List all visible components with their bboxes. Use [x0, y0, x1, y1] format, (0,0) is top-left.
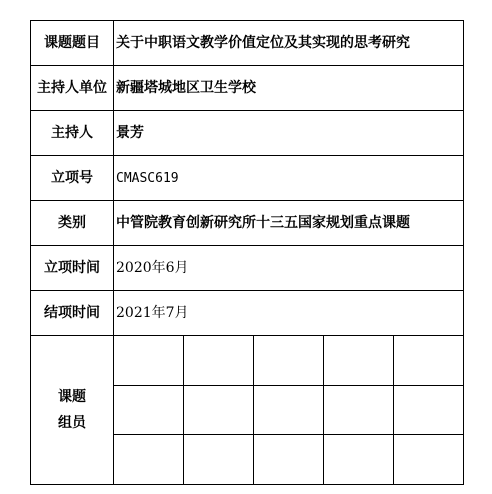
members-grid-row: [114, 385, 463, 435]
member-cell: [254, 435, 324, 484]
member-cell: [184, 435, 254, 484]
label-host: 主持人: [31, 111, 114, 156]
label-category: 类别: [31, 201, 114, 246]
member-cell: [323, 435, 393, 484]
members-grid-row: [114, 336, 463, 385]
value-start-time: 2020年6月: [114, 246, 464, 291]
label-topic: 课题题目: [31, 21, 114, 66]
value-project-number: CMASC619: [114, 156, 464, 201]
value-end-time: 2021年7月: [114, 291, 464, 336]
label-members: [31, 336, 114, 485]
row-topic: [31, 21, 464, 66]
row-start-time: [31, 246, 464, 291]
value-category: 中管院教育创新研究所十三五国家规划重点课题: [114, 201, 464, 246]
row-end-time: [31, 291, 464, 336]
member-cell: [114, 435, 184, 484]
member-cell: [393, 385, 463, 435]
members-grid-row: [114, 435, 463, 484]
label-members-line1: 课题: [58, 389, 86, 405]
member-cell: [323, 336, 393, 385]
label-members-line2: 组员: [58, 415, 86, 431]
label-start-time: 立项时间: [31, 246, 114, 291]
member-cell: [254, 336, 324, 385]
member-cell: [184, 336, 254, 385]
row-host: [31, 111, 464, 156]
row-category: [31, 201, 464, 246]
member-cell: [393, 336, 463, 385]
row-members: [31, 336, 464, 485]
label-project-number: 立项号: [31, 156, 114, 201]
member-cell: [323, 385, 393, 435]
member-cell: [114, 385, 184, 435]
label-end-time: 结项时间: [31, 291, 114, 336]
row-project-number: [31, 156, 464, 201]
value-topic: 关于中职语文教学价值定位及其实现的思考研究: [114, 21, 464, 66]
value-host-unit: 新疆塔城地区卫生学校: [114, 66, 464, 111]
row-host-unit: [31, 66, 464, 111]
project-info-table: [30, 20, 464, 485]
member-cell: [114, 336, 184, 385]
member-cell: [393, 435, 463, 484]
member-cell: [254, 385, 324, 435]
members-grid: [114, 336, 463, 484]
label-host-unit: 主持人单位: [31, 66, 114, 111]
members-grid-container: [114, 336, 464, 485]
member-cell: [184, 385, 254, 435]
value-host: 景芳: [114, 111, 464, 156]
